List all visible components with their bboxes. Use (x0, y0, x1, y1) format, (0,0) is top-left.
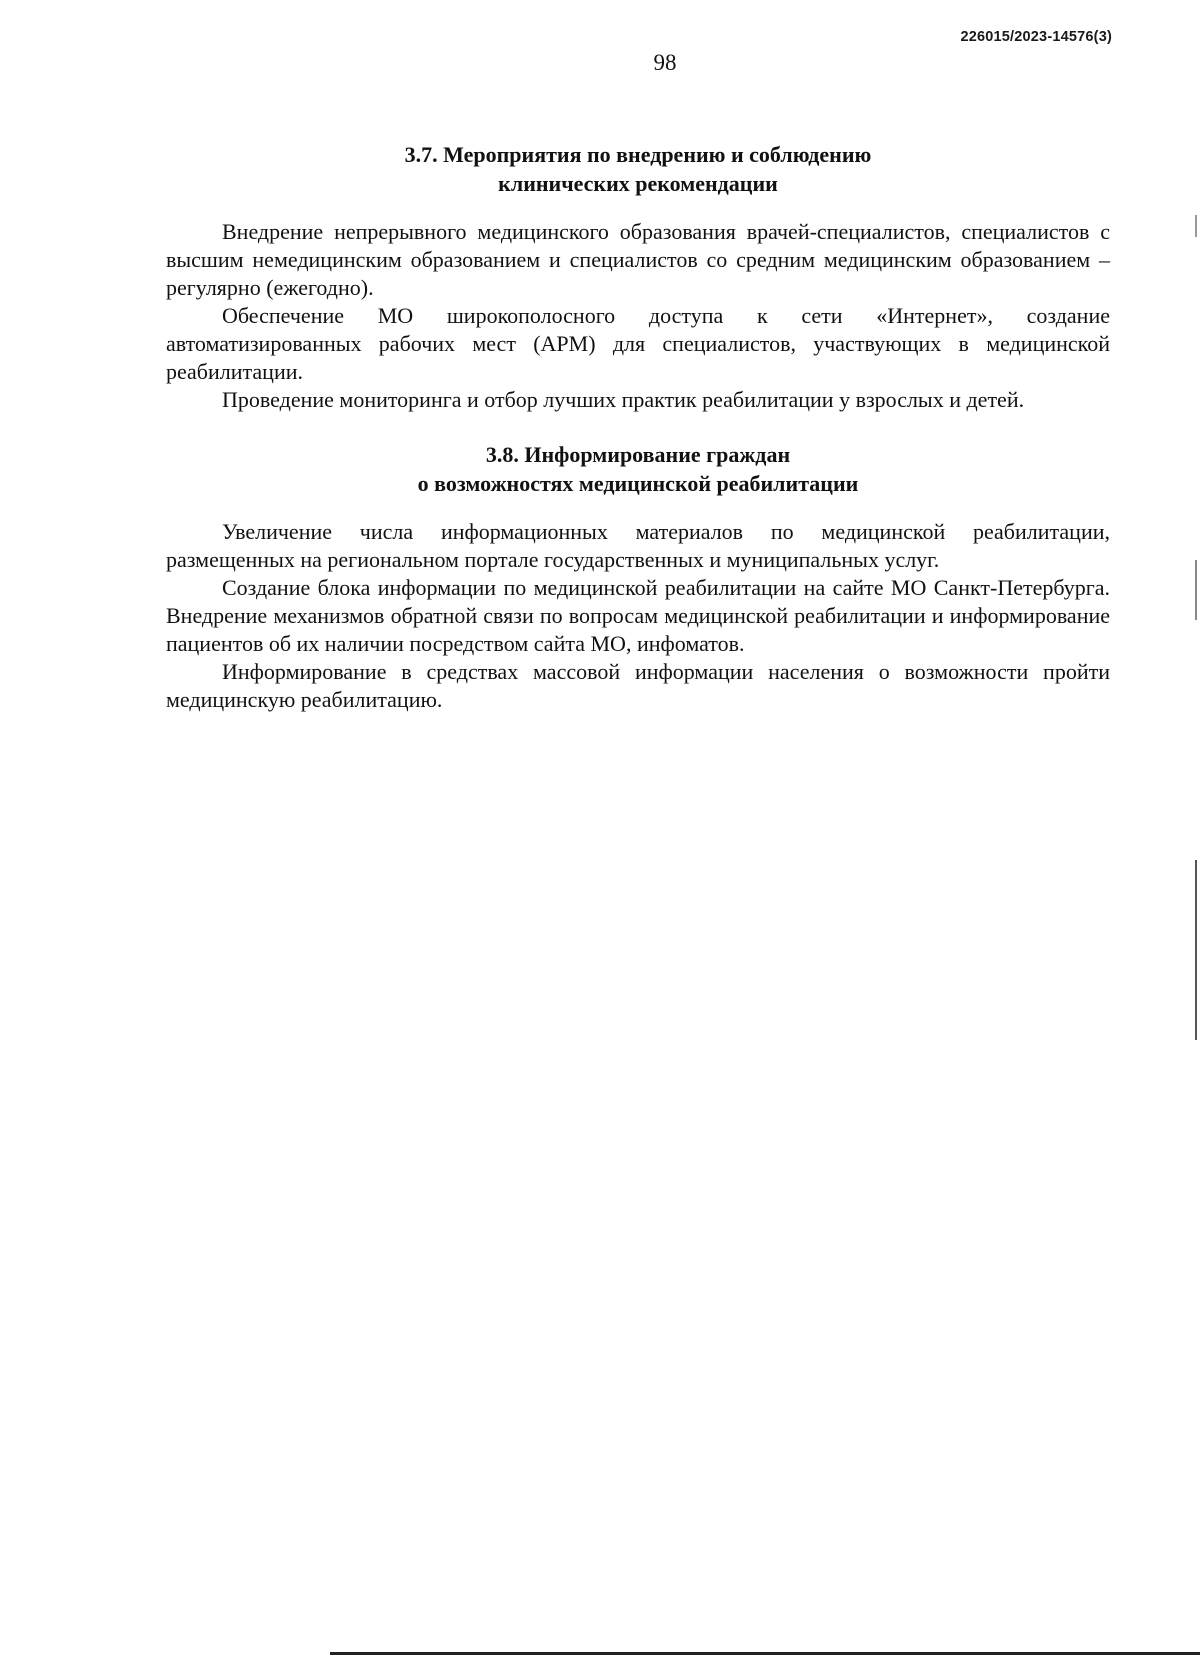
section-title-line: 3.8. Информирование граждан (485, 442, 791, 467)
section-3-7 (166, 140, 1110, 414)
section-title-line: о возможностях медицинской реабилитации (417, 471, 859, 496)
scan-edge-mark (1195, 215, 1197, 237)
document-registration-number: 226015/2023-14576(3) (960, 29, 1112, 45)
section-title (166, 440, 1110, 498)
section-body (166, 218, 1110, 414)
paragraph: Информирование в средствах массовой информации населения о возможности пройти медицинскую реабилитацию. (166, 659, 1110, 712)
scan-bottom-edge (330, 1652, 1200, 1655)
scan-edge-mark (1195, 860, 1197, 1040)
document-body (166, 140, 1110, 714)
section-title-line: клинических рекомендации (498, 171, 778, 196)
paragraph: Обеспечение МО широкополосного доступа к сети «Интернет», создание автоматизированных рабочих мест (АРМ) для специалистов, участвующих в медицинской реабилитации. (166, 303, 1110, 384)
paragraph: Создание блока информации по медицинской реабилитации на сайте МО Санкт-Петербурга. Внедрение механизмов обратной связи по вопросам медицинской реабилитации и информирование пациентов об их наличии посредством сайта МО, инфоматов. (166, 575, 1110, 656)
section-body (166, 518, 1110, 714)
scan-edge-mark (1195, 560, 1197, 620)
section-title (166, 140, 1110, 198)
section-3-8 (166, 440, 1110, 714)
page-number: 98 (653, 50, 677, 75)
paragraph: Внедрение непрерывного медицинского образования врачей-специалистов, специалистов с высшим немедицинским образованием и специалистов со средним медицинским образованием – регулярно (ежегодно). (166, 219, 1110, 300)
paragraph: Проведение мониторинга и отбор лучших практик реабилитации у взрослых и детей. (222, 387, 1025, 412)
paragraph: Увеличение числа информационных материалов по медицинской реабилитации, размещенных на региональном портале государственных и муниципальных услуг. (166, 519, 1110, 572)
section-title-line: 3.7. Мероприятия по внедрению и соблюдению (404, 142, 872, 167)
